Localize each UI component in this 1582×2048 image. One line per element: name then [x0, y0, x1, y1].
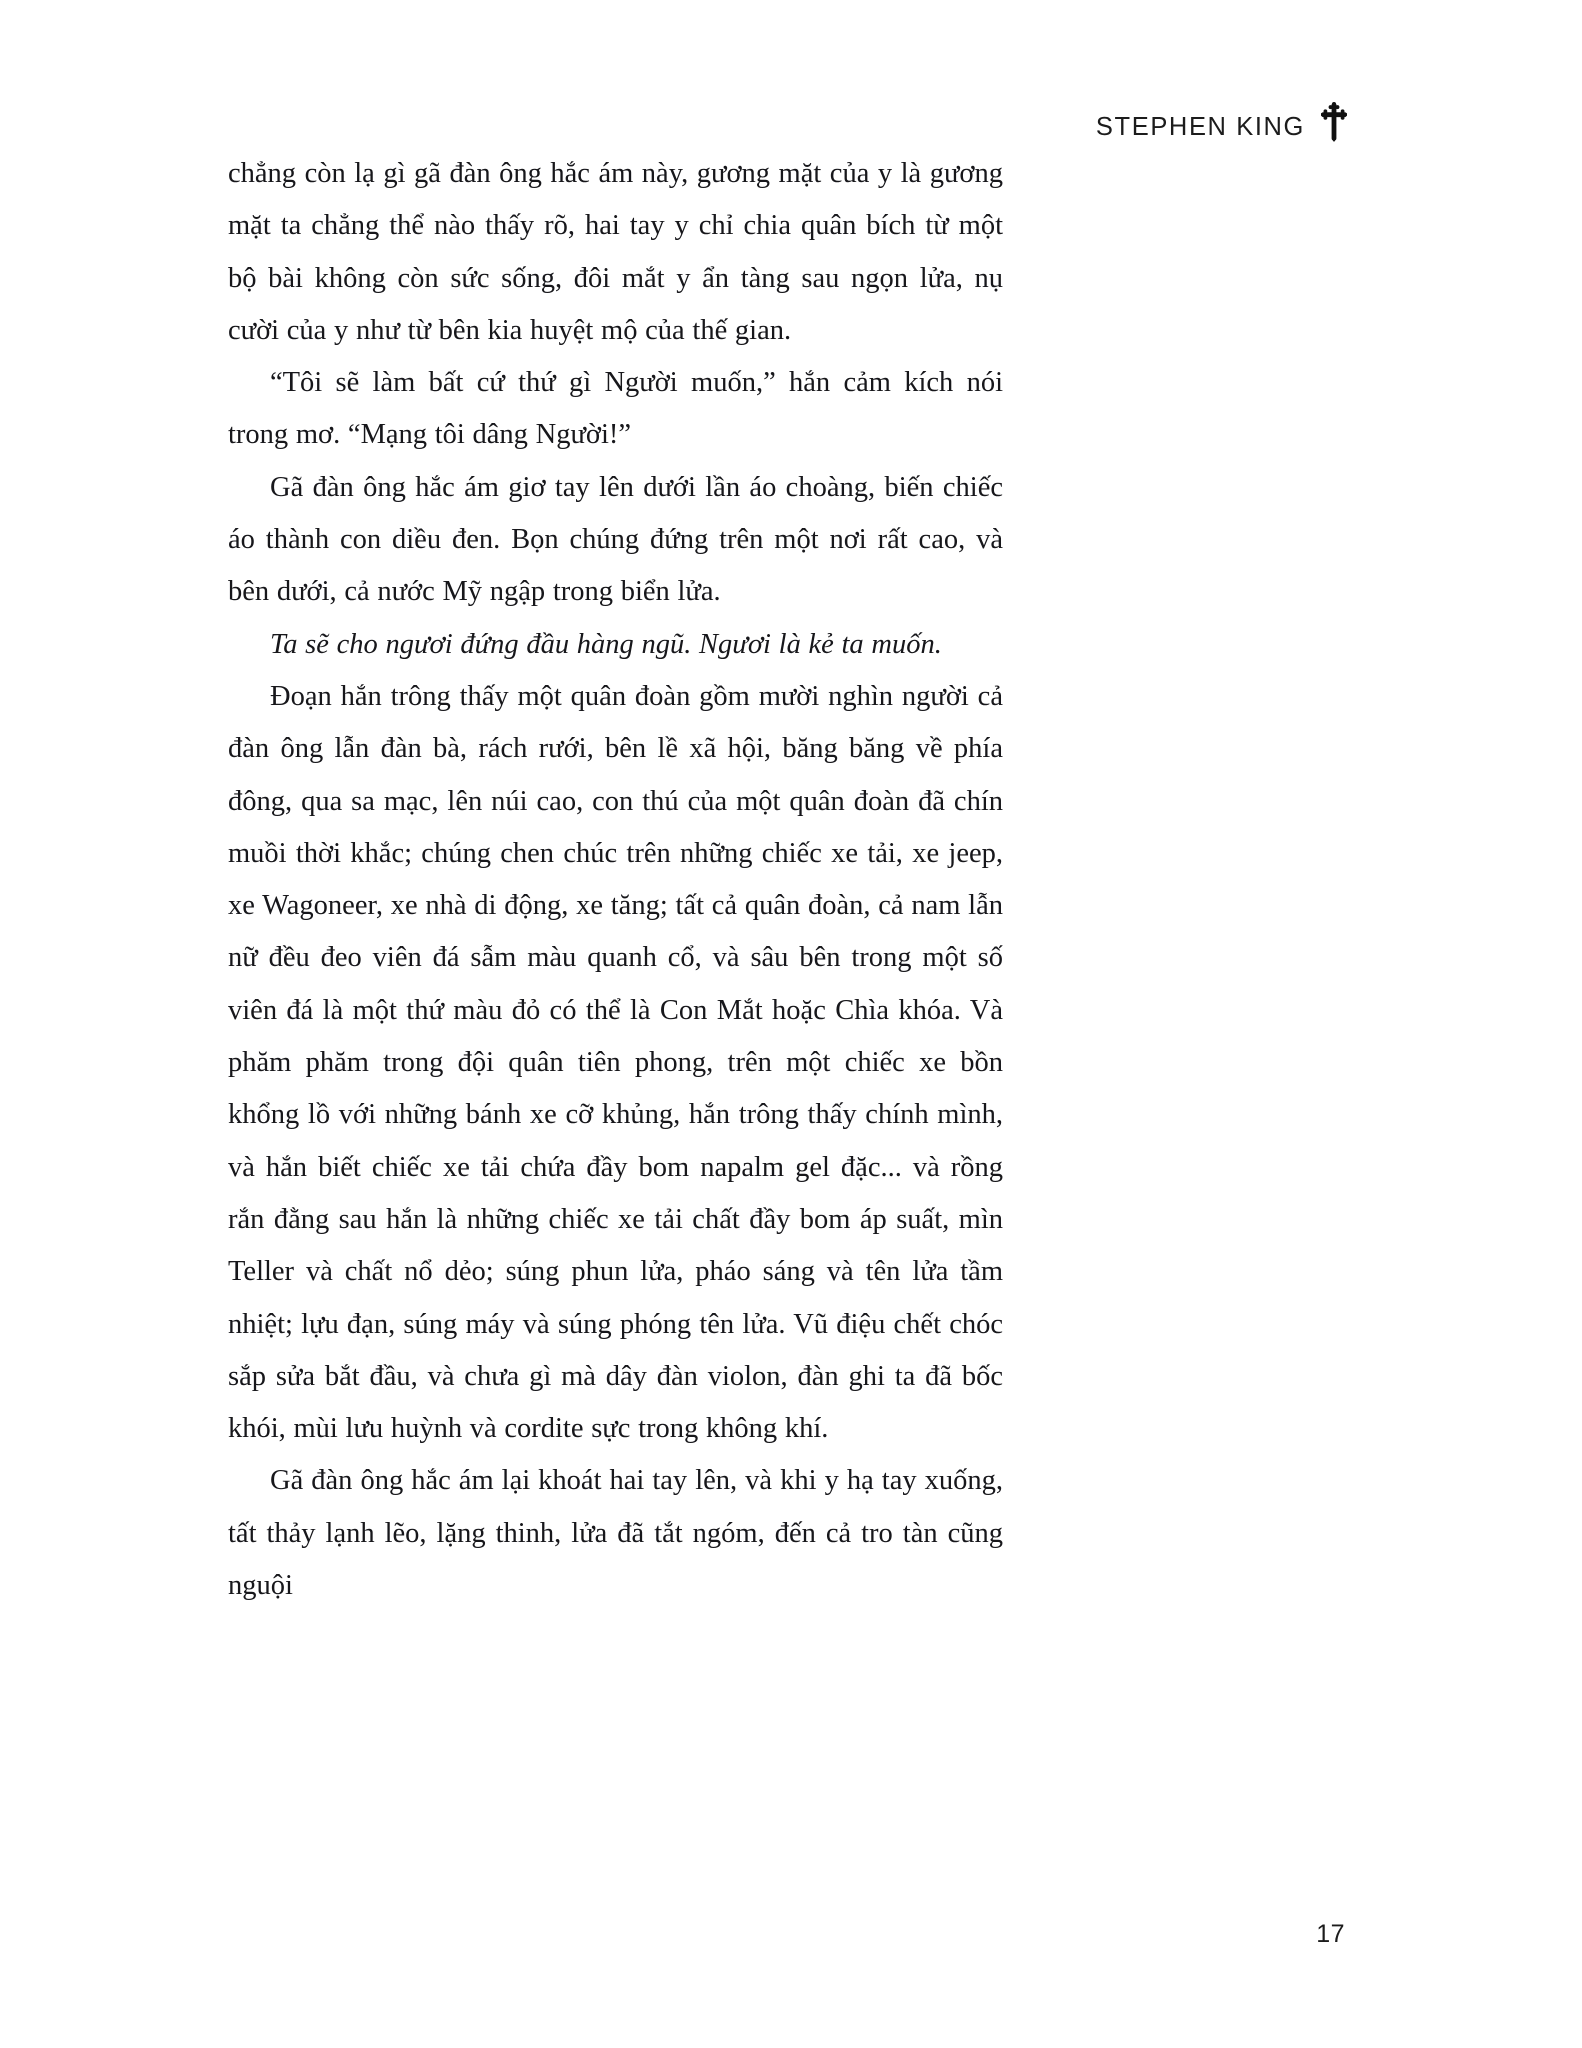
paragraph-continuation: chẳng còn lạ gì gã đàn ông hắc ám này, gương mặt của y là gương mặt ta chẳng thể nào thấy rõ, hai tay y chỉ chia quân bích từ một bộ bài không còn sức sống, đôi mắt y ẩn tàng sau ngọn lửa, nụ cười của y như từ bên kia huyệt mộ của thế gian. [228, 158, 1003, 346]
body-text [228, 148, 1003, 1612]
paragraph-final: Gã đàn ông hắc ám lại khoát hai tay lên, và khi y hạ tay xuống, tất thảy lạnh lẽo, lặng thinh, lửa đã tắt ngóm, đến cả tro tàn cũng nguội [228, 1465, 1003, 1602]
paragraph-legion-vision: Đoạn hắn trông thấy một quân đoàn gồm mười nghìn người cả đàn ông lẫn đàn bà, rách rưới, bên lề xã hội, băng băng về phía đông, qua sa mạc, lên núi cao, con thú của một quân đoàn đã chín muồi thời khắc; chúng chen chúc trên những chiếc xe tải, xe jeep, xe Wagoneer, xe nhà di động, xe tăng; tất cả quân đoàn, cả nam lẫn nữ đều đeo viên đá sẫm màu quanh cổ, và sâu bên trong một số viên đá là một thứ màu đỏ có thể là Con Mắt hoặc Chìa khóa. Và phăm phăm trong đội quân tiên phong, trên một chiếc xe bồn khổng lồ với những bánh xe cỡ khủng, hắn trông thấy chính mình, và hắn biết chiếc xe tải chứa đầy bom napalm gel đặc... và rồng rắn đằng sau hắn là những chiếc xe tải chất đầy bom áp suất, mìn Teller và chất nổ dẻo; súng phun lửa, pháo sáng và tên lửa tầm nhiệt; lựu đạn, súng máy và súng phóng tên lửa. Vũ điệu chết chóc sắp sửa bắt đầu, và chưa gì mà dây đàn violon, đàn ghi ta đã bốc khói, mùi lưu huỳnh và cordite sực trong không khí. [228, 680, 1003, 1445]
cross-icon [1321, 102, 1347, 142]
running-head-title: STEPHEN KING [1095, 113, 1305, 142]
running-head [1096, 108, 1347, 148]
paragraph-dialogue: “Tôi sẽ làm bất cứ thứ gì Người muốn,” hắn cảm kích nói trong mơ. “Mạng tôi dâng Người!” [228, 367, 1003, 451]
paragraph-dark-man-gesture: Gã đàn ông hắc ám giơ tay lên dưới lần áo choàng, biến chiếc áo thành con diều đen. Bọn chúng đứng trên một nơi rất cao, và bên dưới, cả nước Mỹ ngập trong biển lửa. [228, 471, 1003, 608]
paragraph-italic-voice: Ta sẽ cho ngươi đứng đầu hàng ngũ. Ngươi là kẻ ta muốn. [270, 628, 942, 660]
page-number: 17 [1316, 1920, 1345, 1948]
